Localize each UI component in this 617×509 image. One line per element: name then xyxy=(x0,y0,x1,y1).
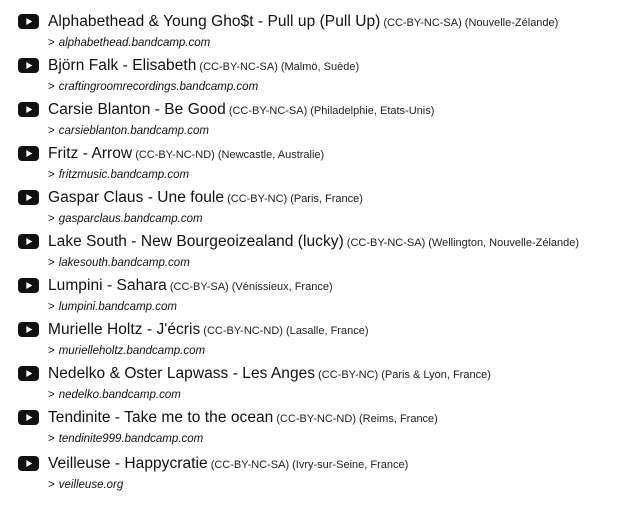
youtube-icon[interactable] xyxy=(18,366,39,381)
track-title[interactable]: Carsie Blanton - Be Good xyxy=(48,101,226,118)
license-label: (CC-BY-NC-SA) xyxy=(228,105,308,117)
site-prefix: > xyxy=(48,81,55,93)
license-label: (CC-BY-NC) xyxy=(227,193,288,205)
license-label: (CC-BY-NC-SA) xyxy=(346,237,426,249)
license-label: (CC-BY-NC) xyxy=(318,369,379,381)
site-prefix: > xyxy=(48,433,55,445)
track-line xyxy=(48,55,359,78)
track-line xyxy=(48,231,579,254)
track-line xyxy=(48,407,438,430)
track-line xyxy=(48,99,434,122)
license-label: (CC-BY-NC-ND) xyxy=(203,325,283,337)
track-title[interactable]: Lake South - New Bourgeoizealand (lucky) xyxy=(48,233,344,250)
site-prefix: > xyxy=(48,389,55,401)
site-line xyxy=(48,343,205,359)
site-link[interactable]: lakesouth.bandcamp.com xyxy=(58,257,190,269)
track-title[interactable]: Tendinite - Take me to the ocean xyxy=(48,409,274,426)
track-title[interactable]: Veilleuse - Happycratie xyxy=(48,455,208,472)
site-line xyxy=(48,123,209,139)
location-label: (Ivry-sur-Seine, France) xyxy=(292,459,409,471)
site-link[interactable]: murielleholtz.bandcamp.com xyxy=(58,345,206,357)
site-line xyxy=(48,299,177,315)
track-title[interactable]: Fritz - Arrow xyxy=(48,145,133,162)
site-line xyxy=(48,387,181,403)
location-label: (Vénissieux, France) xyxy=(231,281,333,293)
youtube-icon[interactable] xyxy=(18,102,39,117)
site-prefix: > xyxy=(48,479,55,491)
site-line xyxy=(48,477,123,493)
license-label: (CC-BY-NC-SA) xyxy=(199,61,278,73)
site-link[interactable]: gasparclaus.bandcamp.com xyxy=(58,213,203,225)
site-prefix: > xyxy=(48,37,55,49)
license-label: (CC-BY-SA) xyxy=(169,281,229,293)
track-title[interactable]: Alphabethead & Young Gho$t - Pull up (Pull Up) xyxy=(48,13,381,30)
youtube-icon[interactable] xyxy=(18,58,39,73)
site-prefix: > xyxy=(48,257,55,269)
location-label: (Reims, France) xyxy=(359,413,438,425)
track-line xyxy=(48,11,558,34)
site-link[interactable]: craftingroomrecordings.bandcamp.com xyxy=(58,81,259,93)
youtube-icon[interactable] xyxy=(18,14,39,29)
site-link[interactable]: tendinite999.bandcamp.com xyxy=(58,433,204,445)
site-prefix: > xyxy=(48,169,55,181)
license-label: (CC-BY-NC-ND) xyxy=(276,413,356,425)
track-line xyxy=(48,363,491,386)
track-title[interactable]: Lumpini - Sahara xyxy=(48,277,167,294)
site-link[interactable]: lumpini.bandcamp.com xyxy=(58,301,177,313)
site-line xyxy=(48,431,203,447)
youtube-icon[interactable] xyxy=(18,146,39,161)
site-prefix: > xyxy=(48,345,55,357)
location-label: (Philadelphie, Etats-Unis) xyxy=(310,105,435,117)
track-line xyxy=(48,143,324,166)
location-label: (Newcastle, Australie) xyxy=(217,149,325,161)
site-link[interactable]: fritzmusic.bandcamp.com xyxy=(58,169,190,181)
site-prefix: > xyxy=(48,301,55,313)
site-line xyxy=(48,255,190,271)
site-line xyxy=(48,211,203,227)
track-title[interactable]: Björn Falk - Elisabeth xyxy=(48,57,197,74)
license-label: (CC-BY-NC-SA) xyxy=(383,17,462,29)
license-label: (CC-BY-NC-ND) xyxy=(135,149,215,161)
track-title[interactable]: Murielle Holtz - J'écris xyxy=(48,321,201,338)
site-line xyxy=(48,35,210,51)
youtube-icon[interactable] xyxy=(18,322,39,337)
youtube-icon[interactable] xyxy=(18,410,39,425)
track-title[interactable]: Gaspar Claus - Une foule xyxy=(48,189,225,206)
track-title[interactable]: Nedelko & Oster Lapwass - Les Anges xyxy=(48,365,316,382)
license-label: (CC-BY-NC-SA) xyxy=(210,459,290,471)
track-line xyxy=(48,319,369,342)
site-link[interactable]: nedelko.bandcamp.com xyxy=(58,389,181,401)
location-label: (Lasalle, France) xyxy=(285,325,369,337)
site-prefix: > xyxy=(48,125,55,137)
location-label: (Paris, France) xyxy=(290,193,363,205)
youtube-icon[interactable] xyxy=(18,278,39,293)
location-label: (Malmö, Suède) xyxy=(280,61,360,73)
location-label: (Paris & Lyon, France) xyxy=(381,369,491,381)
youtube-icon[interactable] xyxy=(18,234,39,249)
track-line xyxy=(48,275,333,298)
site-prefix: > xyxy=(48,213,55,225)
site-line xyxy=(48,79,258,95)
site-link[interactable]: alphabethead.bandcamp.com xyxy=(58,37,211,49)
location-label: (Wellington, Nouvelle-Zélande) xyxy=(428,237,580,249)
track-line xyxy=(48,187,363,210)
youtube-icon[interactable] xyxy=(18,456,39,471)
site-link[interactable]: veilleuse.org xyxy=(58,479,124,491)
track-line xyxy=(48,453,408,476)
youtube-icon[interactable] xyxy=(18,190,39,205)
location-label: (Nouvelle-Zélande) xyxy=(464,17,559,29)
site-line xyxy=(48,167,189,183)
site-link[interactable]: carsieblanton.bandcamp.com xyxy=(58,125,209,137)
